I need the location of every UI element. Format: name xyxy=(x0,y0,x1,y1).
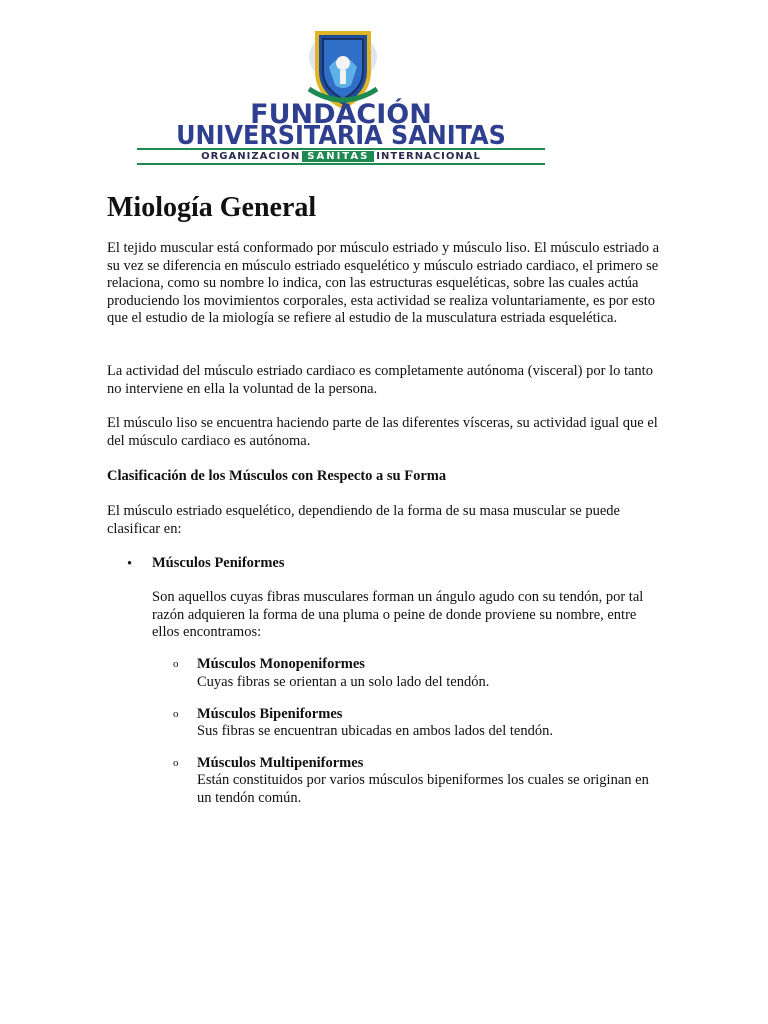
sub-item-marker: o xyxy=(173,658,179,670)
sub-item-marker: o xyxy=(173,757,179,769)
sub-item-title: Músculos Multipeniformes xyxy=(197,755,364,771)
logo-band xyxy=(137,148,545,165)
logo-line-1: FUNDACIÓN xyxy=(250,99,432,130)
intro-paragraph: El músculo estriado esquelético, dependiendo de la forma de su masa muscular se puede clasificar en: xyxy=(107,503,620,537)
bullet-description: Son aquellos cuyas fibras musculares forman un ángulo agudo con su tendón, por tal razón adquieren la forma de una pluma o peine de donde proviene su nombre, entre ellos encontramos: xyxy=(152,589,644,641)
bullet-label: Músculos Peniformes xyxy=(152,555,285,571)
logo-band-left: ORGANIZACION xyxy=(201,151,301,162)
paragraph-3: El músculo liso se encuentra haciendo parte de las diferentes vísceras, su actividad igual que el del músculo cardiaco es autónoma. xyxy=(107,415,658,449)
university-logo xyxy=(135,27,547,162)
sub-item-description: Cuyas fibras se orientan a un solo lado del tendón. xyxy=(197,674,490,690)
sub-item-title: Músculos Monopeniformes xyxy=(197,656,365,672)
paragraph-1: El tejido muscular está conformado por músculo estriado y músculo liso. El músculo estriado a su vez se diferencia en músculo estriado esquelético y músculo estriado cardiaco, el primero se relaciona, como su nombre lo indica, con las estructuras esqueléticas, sobre las cuales actúa produciendo los movimientos corporales, esta actividad se realiza voluntariamente, es por esto que el estudio de la miología se refiere al estudio de la musculatura estriada esquelética. xyxy=(107,240,660,327)
section-heading: Clasificación de los Músculos con Respecto a su Forma xyxy=(107,468,447,484)
page-title: Miología General xyxy=(107,192,317,223)
sub-item-description: Sus fibras se encuentran ubicadas en ambos lados del tendón. xyxy=(197,723,553,739)
sub-item-description: Están constituidos por varios músculos bipeniformes los cuales se originan en un tendón común. xyxy=(197,772,649,806)
sub-item-marker: o xyxy=(173,708,179,720)
logo-line-2: UNIVERSITARIA SANITAS xyxy=(176,121,506,151)
bullet-marker: • xyxy=(127,556,133,572)
sub-item-title: Músculos Bipeniformes xyxy=(197,706,343,722)
logo-band-right: INTERNACIONAL xyxy=(376,151,481,162)
paragraph-2: La actividad del músculo estriado cardiaco es completamente autónoma (visceral) por lo tanto no interviene en ella la voluntad de la persona. xyxy=(107,363,653,397)
logo-band-mid: SANITAS xyxy=(302,151,374,162)
